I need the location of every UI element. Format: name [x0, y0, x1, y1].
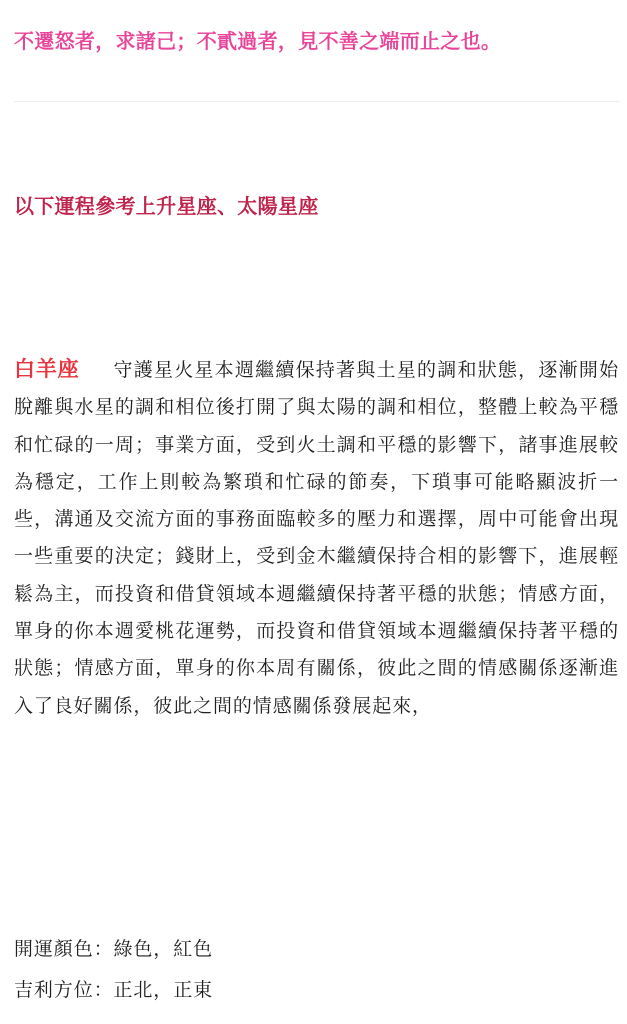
horoscope-paragraph: [14, 351, 619, 725]
divider: [14, 101, 619, 102]
sign-forecast-text: 守護星火星本週繼續保持著與土星的調和狀態，逐漸開始脫離與水星的調和相位後打開了與太陽的調和相位，整體上較為平穩和忙碌的一周；事業方面，受到火土調和平穩的影響下，諸事進展較為穩定，工作上則較為繁瑣和忙碌的節奏，下瑣事可能略顯波折一些，溝通及交流方面的事務面臨較多的壓力和選擇，周中可能會出現一些重要的決定；錢財上，受到金木繼續保持合相的影響下，進展輕鬆為主，而投資和借貸領域本週繼續保持著平穩的狀態；情感方面，單身的你本週愛桃花運勢，而投資和借貸領域本週繼續保持著平穩的狀態；情感方面，單身的你本周有關係，彼此之間的情感關係逐漸進入了良好關係，彼此之間的情感關係發展起來，: [14, 359, 619, 717]
lucky-info: [14, 929, 213, 1011]
lucky-color: 開運顏色：綠色，紅色: [14, 938, 214, 960]
lucky-direction: 吉利方位：正北，正東: [14, 979, 214, 1001]
section-heading: 以下運程參考上升星座、太陽星座: [14, 194, 319, 218]
quote-text: 不遷怒者，求諸己；不貳過者，見不善之端而止之也。: [14, 29, 502, 53]
sign-name: 白羊座: [14, 357, 80, 381]
